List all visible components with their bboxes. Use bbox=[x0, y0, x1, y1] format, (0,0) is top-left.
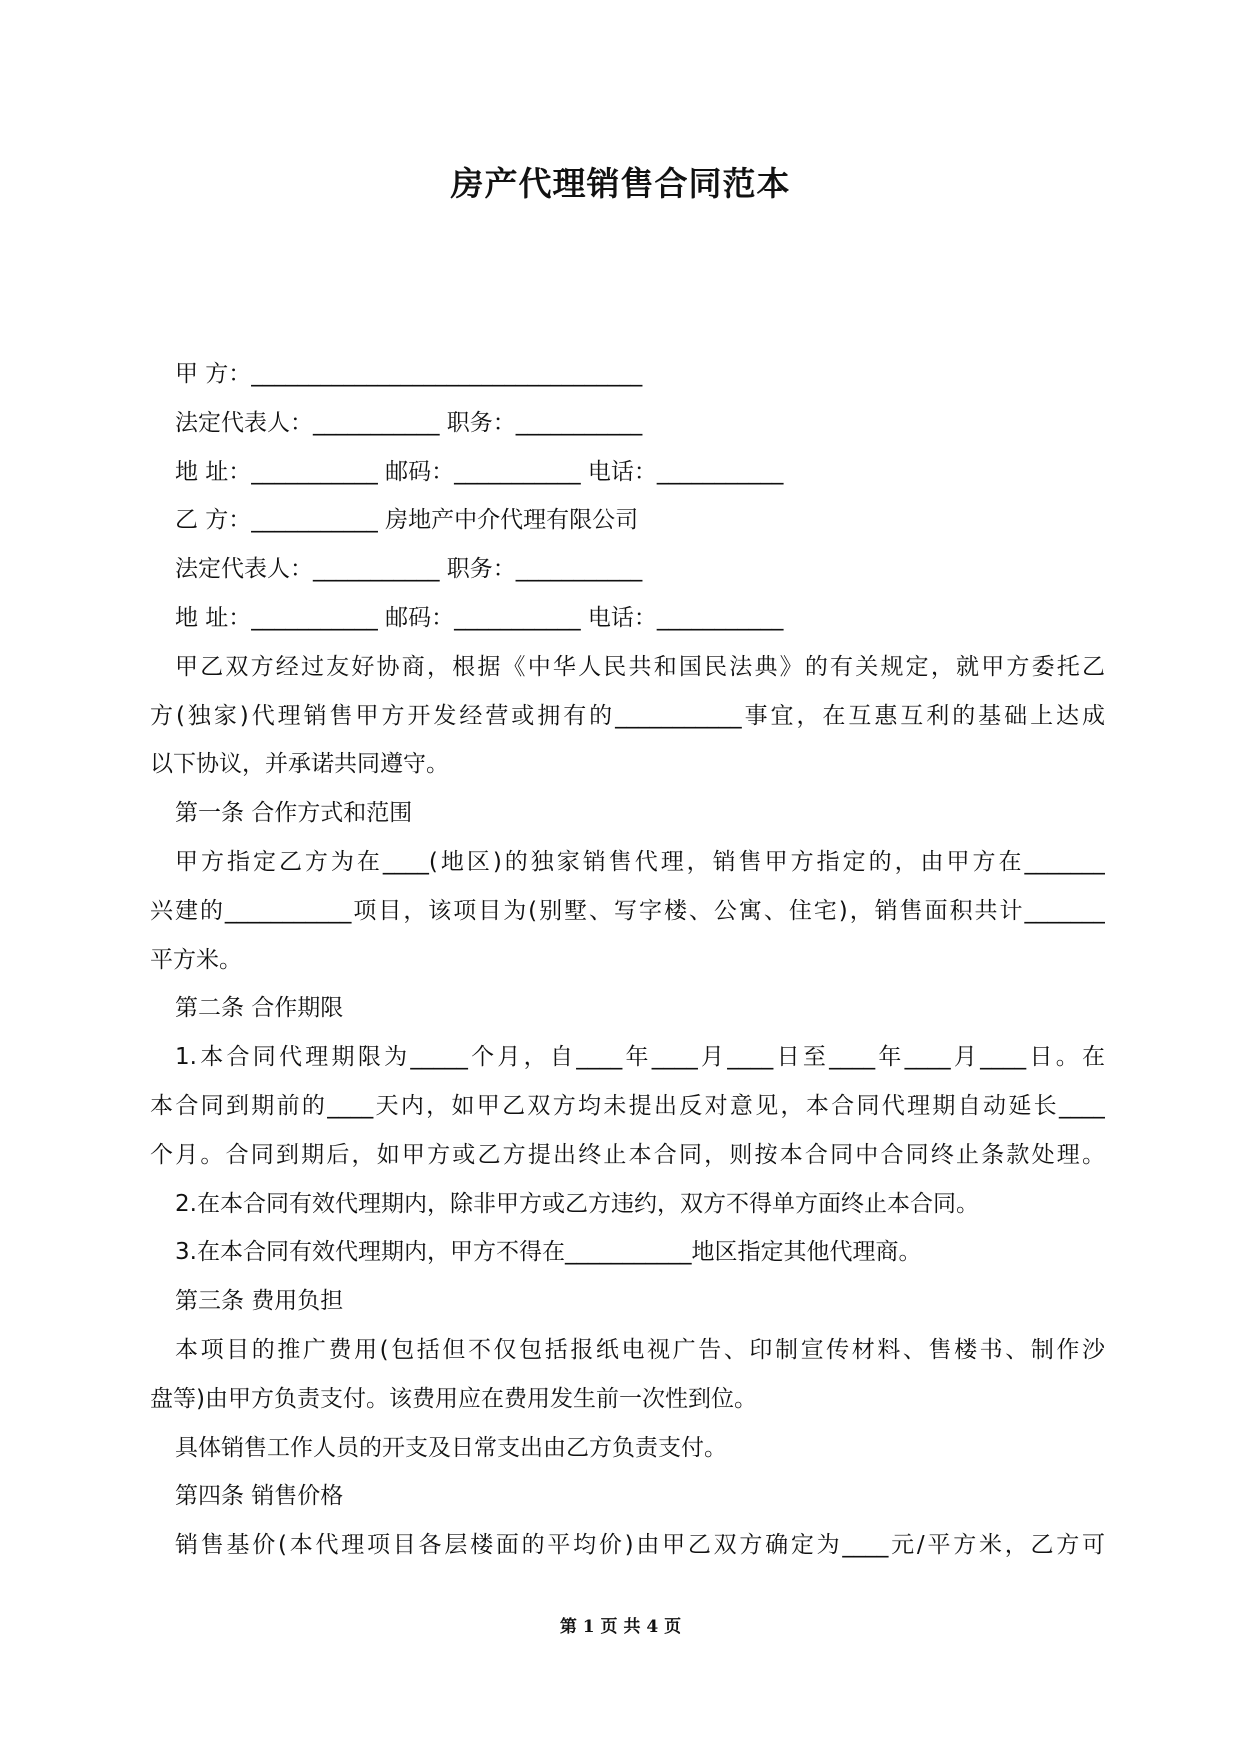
text-line: 方(独家)代理销售甲方开发经营或拥有的___________事宜，在互惠互利的基础上达成 bbox=[150, 702, 1105, 729]
text-line: 地 址：___________ 邮码：___________ 电话：___________ bbox=[175, 458, 784, 485]
text-line: 法定代表人：___________ 职务：___________ bbox=[175, 556, 643, 583]
text-line: 甲 方：__________________________________ bbox=[175, 361, 643, 387]
page-footer: 第 1 页 共 4 页 bbox=[559, 1617, 682, 1637]
text-line: 第二条 合作期限 bbox=[175, 995, 344, 1022]
text-line: 第三条 费用负担 bbox=[175, 1288, 344, 1315]
text-line: 本项目的推广费用(包括但不仅包括报纸电视广告、印制宣传材料、售楼书、制作沙 bbox=[175, 1336, 1105, 1363]
text-line: 具体销售工作人员的开支及日常支出由乙方负责支付。 bbox=[175, 1434, 727, 1461]
text-line: 以下协议，并承诺共同遵守。 bbox=[150, 751, 449, 778]
document-title: 房产代理销售合同范本 bbox=[450, 164, 791, 203]
text-line: 甲乙双方经过友好协商，根据《中华人民共和国民法典》的有关规定，就甲方委托乙 bbox=[175, 653, 1105, 680]
text-line: 第一条 合作方式和范围 bbox=[175, 800, 413, 827]
text-line: 销售基价(本代理项目各层楼面的平均价)由甲乙双方确定为____元/平方米，乙方可 bbox=[175, 1532, 1105, 1559]
text-line: 2.在本合同有效代理期内，除非甲方或乙方违约，双方不得单方面终止本合同。 bbox=[175, 1190, 979, 1217]
text-line: 1.本合同代理期限为_____个月，自____年____月____日至____年____月____日。在 bbox=[175, 1044, 1105, 1071]
text-line: 甲方指定乙方为在____(地区)的独家销售代理，销售甲方指定的，由甲方在_______ bbox=[175, 848, 1105, 875]
document-body bbox=[150, 350, 1105, 1570]
text-line: 乙 方：___________ 房地产中介代理有限公司 bbox=[175, 507, 639, 534]
text-line: 本合同到期前的____天内，如甲乙双方均未提出反对意见，本合同代理期自动延长____ bbox=[150, 1092, 1105, 1119]
text-line: 地 址：___________ 邮码：___________ 电话：___________ bbox=[175, 604, 784, 631]
text-line: 第四条 销售价格 bbox=[175, 1483, 344, 1510]
text-line: 个月。合同到期后，如甲方或乙方提出终止本合同，则按本合同中合同终止条款处理。 bbox=[150, 1141, 1105, 1168]
text-line: 盘等)由甲方负责支付。该费用应在费用发生前一次性到位。 bbox=[150, 1385, 757, 1412]
text-line: 兴建的___________项目，该项目为(别墅、写字楼、公寓、住宅)，销售面积共计_______ bbox=[150, 897, 1105, 924]
text-line: 平方米。 bbox=[150, 946, 242, 973]
text-line: 法定代表人：___________ 职务：___________ bbox=[175, 409, 643, 436]
text-line: 3.在本合同有效代理期内，甲方不得在___________地区指定其他代理商。 bbox=[175, 1239, 922, 1266]
